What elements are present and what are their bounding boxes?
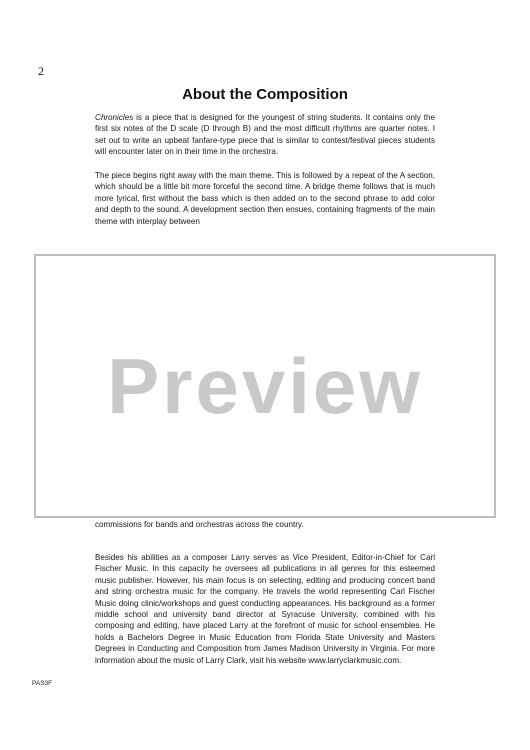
catalog-code: PAS3F: [32, 680, 53, 687]
preview-watermark: Preview: [107, 341, 423, 430]
preview-watermark-box: [34, 254, 496, 518]
structure-paragraph: The piece begins right away with the main theme. This is followed by a repeat of the A section, which should be a little bit more forceful the second time. A bridge theme follows that is much more lyrical, first without the bass which is then added on to the second phrase to add color and depth to the sound. A development section then ensues, containing fragments of the main theme with interplay between: [95, 171, 435, 226]
page-number: 2: [38, 64, 44, 78]
commissions-line: commissions for bands and orchestras across the country.: [95, 520, 304, 529]
page-title: About the Composition: [182, 86, 348, 103]
intro-paragraph-text: is a piece that is designed for the youngest of string students. It contains only the first six notes of the D scale (D through B) and the most difficult rhythms are quarter notes. I set out to write an upbeat fanfare-type piece that is similar to contest/festival pieces students will encounter later on in their time in the orchestra.: [95, 113, 435, 157]
intro-paragraph: [95, 112, 435, 158]
piece-title: Chronicles: [95, 113, 134, 122]
biography-paragraph: Besides his abilities as a composer Larry serves as Vice President, Editor-in-Chief for Carl Fischer Music. In this capacity he oversees all publications in all genres for this esteemed music publisher. However, his main focus is on selecting, editing and producing concert band and string orchestra music for the company. He travels the world representing Carl Fischer Music doing clinic/workshops and guest conducting appearances. His background as a former middle school and university band director at Syracuse University, combined with his composing and editing, have placed Larry at the forefront of music for school ensembles. He holds a Bachelors Degree in Music Education from Florida State University and Masters Degrees in Conducting and Composition from James Madison University in Virginia. For more information about the music of Larry Clark, visit his website www.larryclarkmusic.com.: [95, 553, 435, 665]
